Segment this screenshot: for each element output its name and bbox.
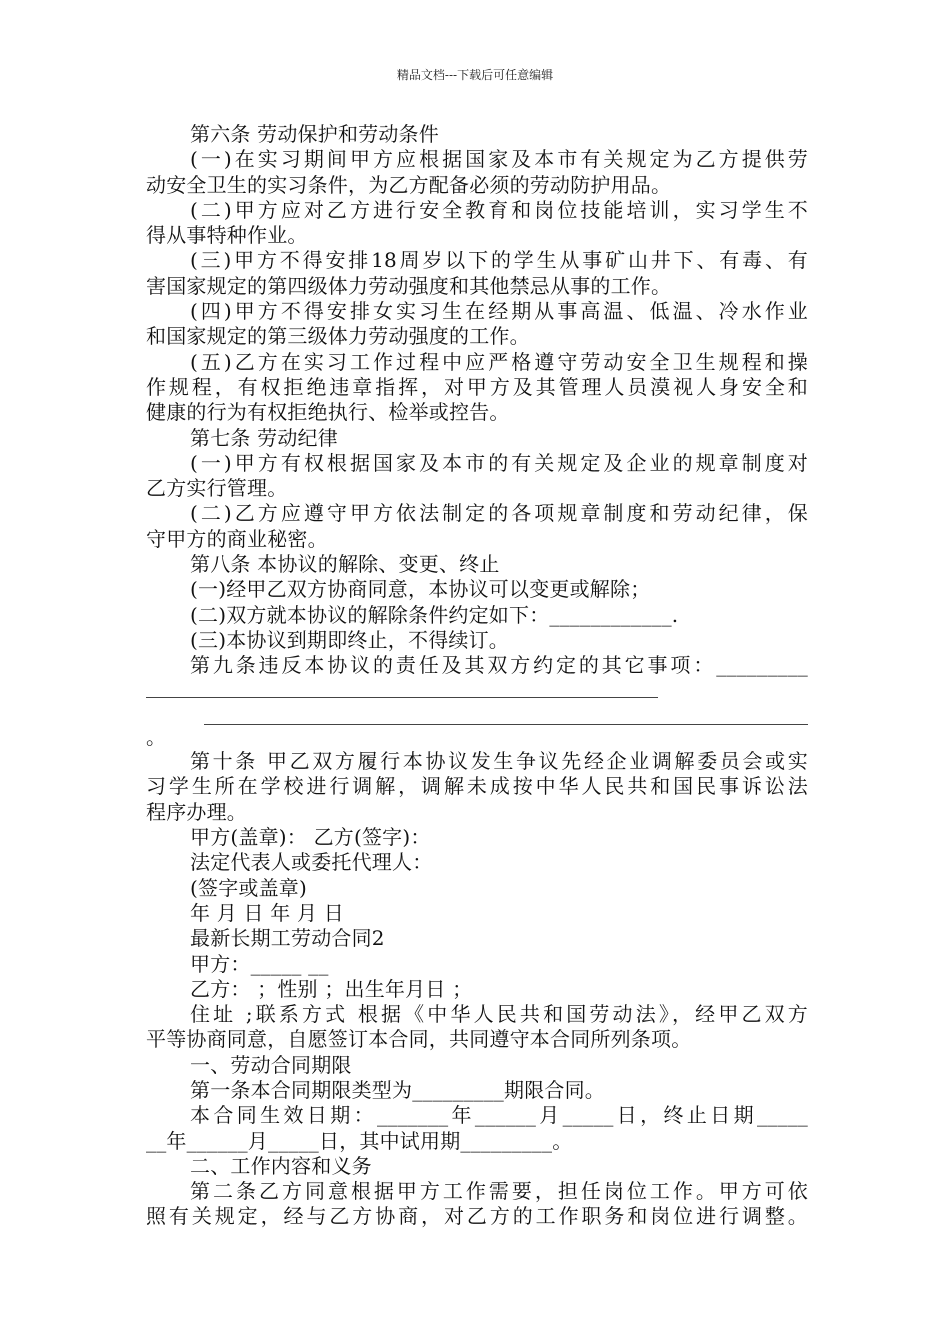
page-header: 精品文档---下载后可任意编辑 [396,68,554,82]
blank-underline [204,724,808,725]
paragraph-line: 住址 ;联系方式 根据《中华人民共和国劳动法》，经甲乙双方 [190,1002,808,1027]
paragraph-line: (一)甲方有权根据国家及本市的有关规定及企业的规章制度对 [190,450,808,475]
paragraph-line: 习学生所在学校进行调解，调解未成按中华人民共和国民事诉讼法 [146,774,808,799]
representative-line: 法定代表人或委托代理人： [190,850,433,875]
blank-underline [146,697,658,698]
paragraph-line: __年______月_____日，其中试用期_________。 [146,1128,573,1153]
article-8-heading: 第八条 本协议的解除、变更、终止 [190,552,500,577]
paragraph-end-mark: 。 [146,725,167,750]
paragraph-line: (一)在实习期间甲方应根据国家及本市有关规定为乙方提供劳 [190,147,808,172]
section-heading: 一、劳动合同期限 [190,1052,352,1077]
article-7-heading: 第七条 劳动纪律 [190,425,338,450]
contract-title: 最新长期工劳动合同2 [190,926,385,951]
paragraph-line: 和国家规定的第三级体力劳动强度的工作。 [146,324,530,349]
paragraph-line: 平等协商同意，自愿签订本合同，共同遵守本合同所列条项。 [146,1027,692,1052]
paragraph-line: (三)本协议到期即终止，不得续订。 [190,627,510,652]
paragraph-line: 健康的行为有权拒绝执行、检举或控告。 [146,400,510,425]
paragraph-line: 作规程，有权拒绝违章指挥，对甲方及其管理人员漠视人身安全和 [146,374,808,399]
paragraph-line: (二)甲方应对乙方进行安全教育和岗位技能培训，实习学生不 [190,197,808,222]
paragraph-line: (二)乙方应遵守甲方依法制定的各项规章制度和劳动纪律，保 [190,501,808,526]
article-9-line: 第九条违反本协议的责任及其双方约定的其它事项：_________ [190,653,808,678]
section-heading: 二、工作内容和义务 [190,1153,372,1178]
fill-in-blank-line [146,704,808,729]
paragraph-line: 程序办理。 [146,799,247,824]
paragraph-line: 本合同生效日期：_______年______月_____日，终止日期_____ [190,1103,808,1128]
fill-in-blank-line [146,679,808,704]
paragraph-line: 害国家规定的第四级体力劳动强度和其他禁忌从事的工作。 [146,273,672,298]
article-6-heading: 第六条 劳动保护和劳动条件 [190,122,439,146]
paragraph-line: (五)乙方在实习工作过程中应严格遵守劳动安全卫生规程和操 [190,349,808,374]
document-body [146,122,808,1230]
date-line: 年 月 日 年 月 日 [190,900,344,925]
paragraph-line: 照有关规定，经与乙方协商，对乙方的工作职务和岗位进行调整。 [146,1204,808,1229]
paragraph-line: (二)双方就本协议的解除条件约定如下：____________. [190,602,679,627]
paragraph-line: 动安全卫生的实习条件，为乙方配备必须的劳动防护用品。 [146,172,672,197]
party-a-line: 甲方：_____ __ [190,951,329,976]
paragraph-line: (三)甲方不得安排18周岁以下的学生从事矿山井下、有毒、有 [190,248,808,273]
article-10-line: 第十条 甲乙双方履行本协议发生争议先经企业调解委员会或实 [190,749,808,774]
party-b-line: 乙方： ；性别 ；出生年月日 ； [190,976,473,1001]
paragraph-line: 得从事特种作业。 [146,223,308,248]
paragraph-line: 守甲方的商业秘密。 [146,526,328,551]
signature-note: (签字或盖章) [190,875,308,900]
paragraph-line: 第一条本合同期限类型为_________期限合同。 [190,1077,605,1102]
paragraph-line: 第二条乙方同意根据甲方工作需要，担任岗位工作。甲方可依 [190,1179,808,1204]
paragraph-line: (四)甲方不得安排女实习生在经期从事高温、低温、冷水作业 [190,299,808,324]
paragraph-line: (一)经甲乙双方协商同意，本协议可以变更或解除； [190,577,651,602]
signature-party-line: 甲方(盖章)： 乙方(签字)： [190,825,431,850]
paragraph-line: 乙方实行管理。 [146,476,288,501]
